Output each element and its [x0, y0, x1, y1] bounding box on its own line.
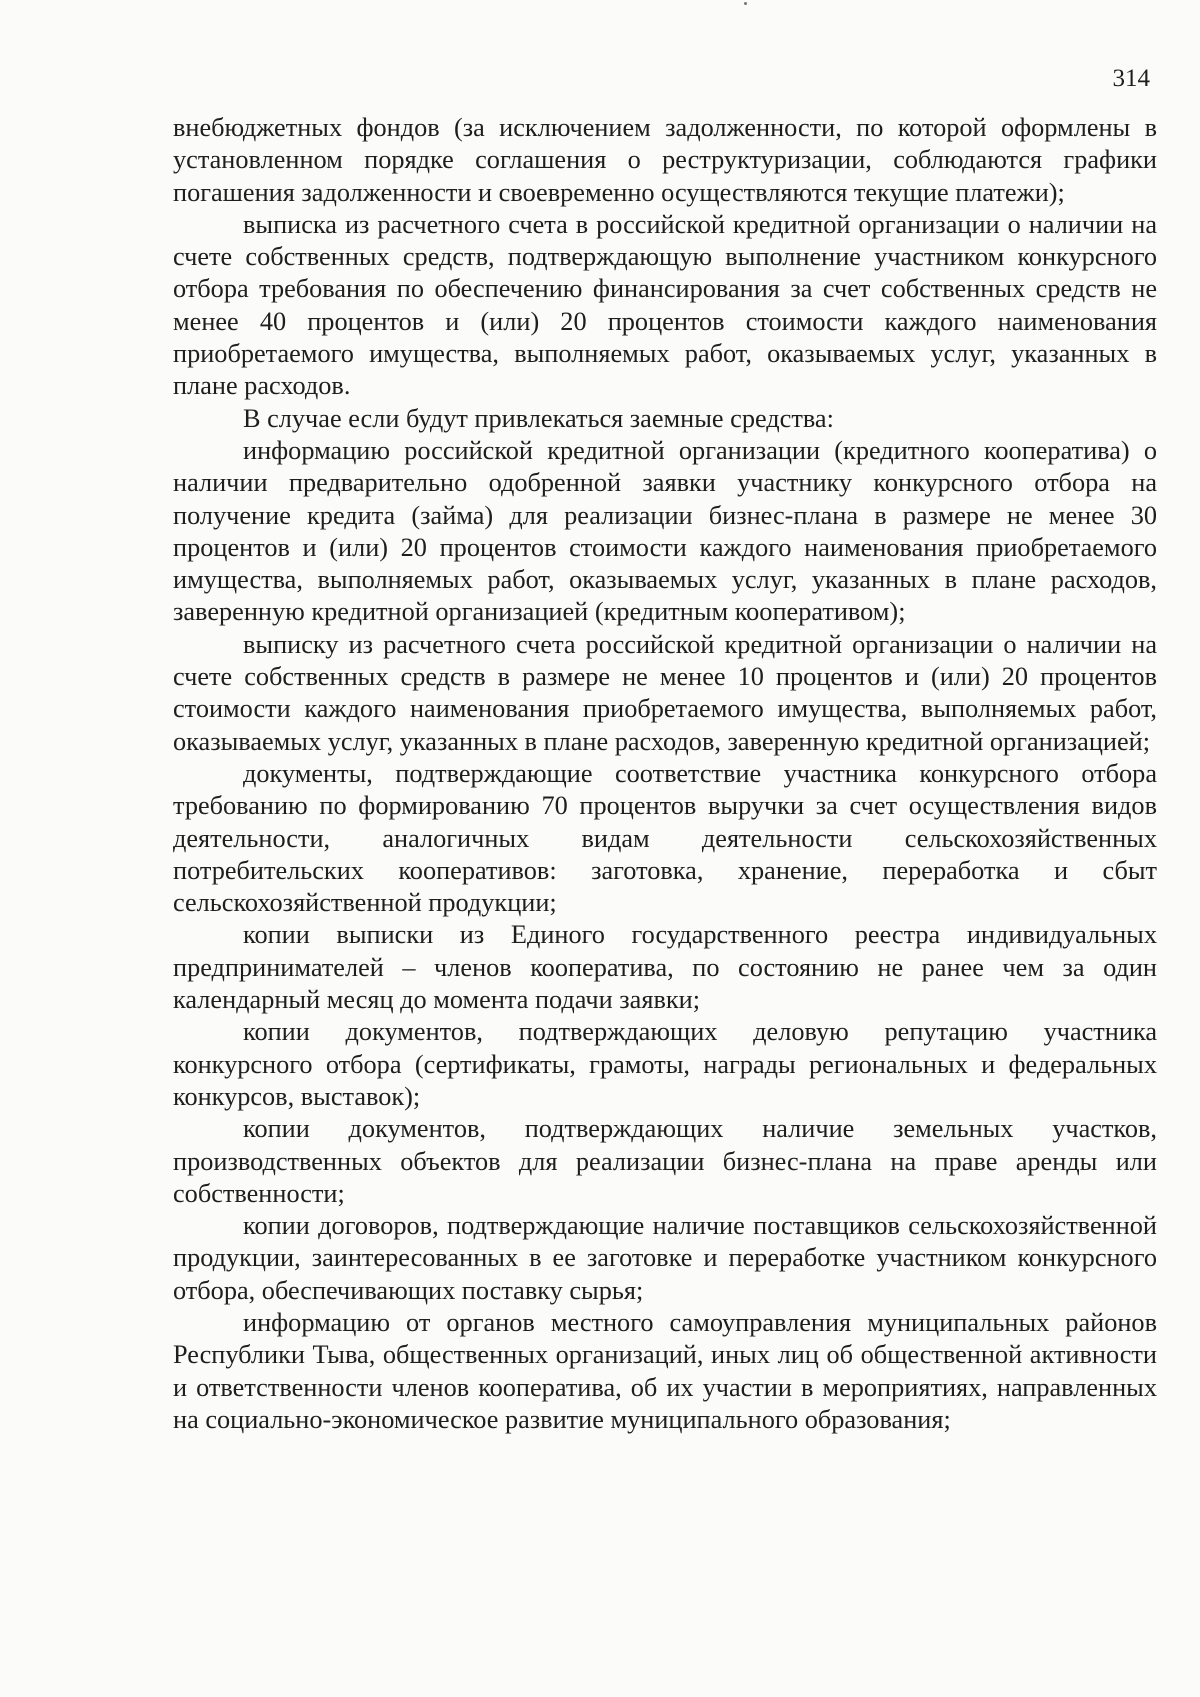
paragraph-credit-information: информацию российской кредитной организации (кредитного кооператива) о наличии предварительно одобренной заявки участнику конкурсного отбора на получение кредита (займа) для реализации бизнес-плана в размере не менее 30 процентов и (или) 20 процентов стоимости каждого наименования приобретаемого имущества, выполняемых работ, оказываемых услуг, указанных в плане расходов, заверенную кредитной организацией (кредитным кооперативом);: [173, 435, 1157, 627]
page-number: 314: [1112, 65, 1150, 92]
paragraph-own-funds-statement: выписку из расчетного счета российской кредитной организации о наличии на счете собственных средств в размере не менее 10 процентов и (или) 20 процентов стоимости каждого наименования приобретаемого имущества, выполняемых работ, оказываемых услуг, указанных в плане расходов, заверенную кредитной организацией;: [173, 629, 1157, 756]
body-text: [173, 112, 1157, 1436]
paragraph-borrowed-funds-heading: В случае если будут привлекаться заемные средства:: [243, 403, 834, 433]
paragraph-registry-extract: копии выписки из Единого государственного реестра индивидуальных предпринимателей – членов кооператива, по состоянию не ранее чем за один календарный месяц до момента подачи заявки;: [173, 920, 1157, 1015]
paragraph-revenue-documents: документы, подтверждающие соответствие участника конкурсного отбора требованию по формированию 70 процентов выручки за счет осуществления видов деятельности, аналогичных видам деятельности сельскохозяйственных потребительских кооперативов: заготовка, хранение, переработка и сбыт сельскохозяйственной продукции;: [173, 758, 1157, 918]
paragraph-local-government-info: информацию от органов местного самоуправления муниципальных районов Республики Тыва, общественных организаций, иных лиц об общественной активности и ответственности членов кооператива, об их участии в мероприятиях, направленных на социально-экономическое развитие муниципального образования;: [173, 1307, 1157, 1434]
scan-dust-mark: [744, 2, 747, 5]
paragraph-land-facilities: копии документов, подтверждающих наличие земельных участков, производственных объектов для реализации бизнес-плана на праве аренды или собственности;: [173, 1114, 1157, 1208]
paragraph-supplier-contracts: копии договоров, подтверждающие наличие поставщиков сельскохозяйственной продукции, заинтересованных в ее заготовке и переработке участником конкурсного отбора, обеспечивающих поставку сырья;: [173, 1211, 1157, 1305]
paragraph-continuation: внебюджетных фондов (за исключением задолженности, по которой оформлены в установленном порядке соглашения о реструктуризации, соблюдаются графики погашения задолженности и своевременно осуществляются текущие платежи);: [173, 113, 1157, 207]
paragraph-bank-statement: выписка из расчетного счета в российской кредитной организации о наличии на счете собственных средств, подтверждающую выполнение участником конкурсного отбора требования по обеспечению финансирования за счет собственных средств не менее 40 процентов и (или) 20 процентов стоимости каждого наименования приобретаемого имущества, выполняемых работ, оказываемых услуг, указанных в плане расходов.: [173, 209, 1157, 401]
paragraph-business-reputation: копии документов, подтверждающих деловую репутацию участника конкурсного отбора (сертификаты, грамоты, награды региональных и федеральных конкурсов, выставок);: [173, 1017, 1157, 1111]
